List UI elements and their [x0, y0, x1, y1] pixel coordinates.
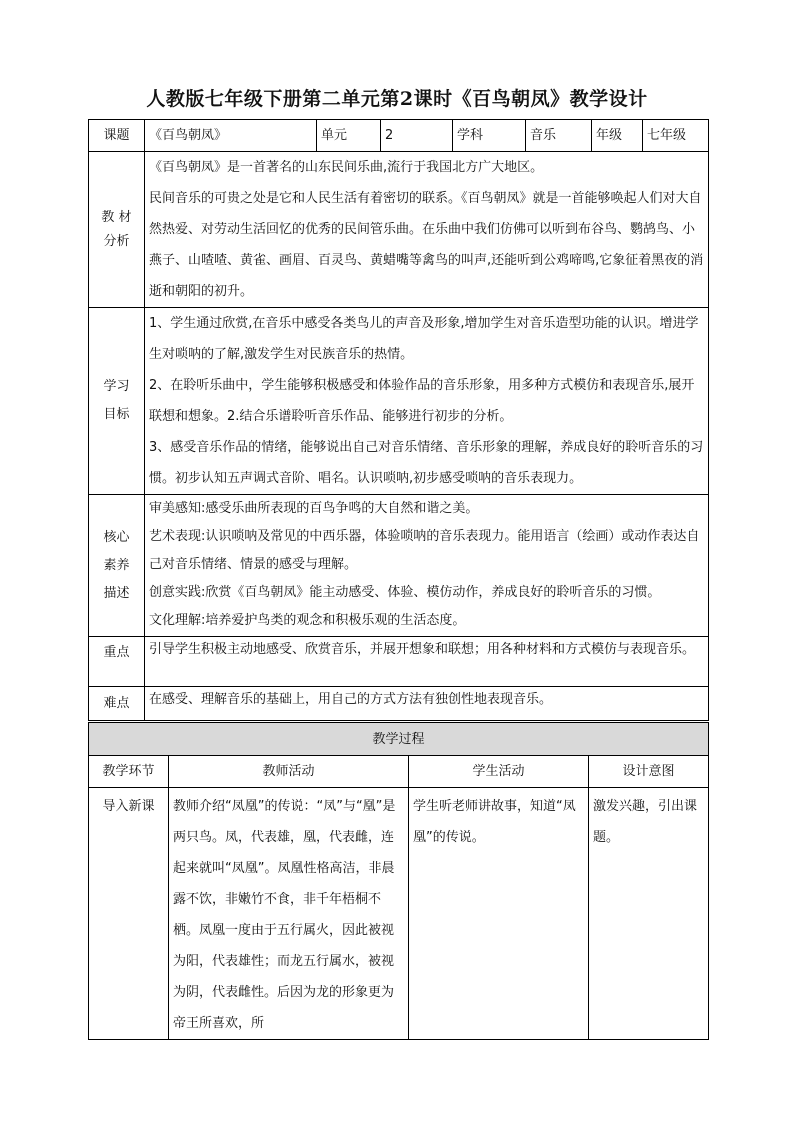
literacy-item: 艺术表现:认识唢呐及常见的中西乐器，体验唢呐的音乐表现力。能用语言（绘画）或动作表达自己对音乐情绪、情景的感受与理解。	[149, 529, 700, 572]
key-content: 引导学生积极主动地感受、欣赏音乐，并展开想象和联想；用各种材料和方式模仿与表现音乐。	[145, 637, 709, 687]
teacher-activity-cell: 教师介绍“凤凰”的传说：“凤”与“凰”是两只鸟。凤，代表雄，凰，代表雌，连起来就叫“凤凰”。凤凰性格高洁，非晨露不饮，非嫩竹不食，非千年梧桐不栖。凤凰一度由于五行属火，因此被视为阳，代表雄性；而龙五行属水，被视为阴，代表雌性。后因为龙的形象更为帝王所喜欢，所	[169, 788, 409, 1040]
goal-item: 2、在聆听乐曲中，学生能够积极感受和体验作品的音乐形象，用多种方式模仿和表现音乐,展开联想和想象。2.结合乐谱聆听音乐作品、能够进行初步的分析。	[149, 378, 695, 424]
column-header-student: 学生活动	[409, 756, 589, 788]
analysis-paragraph: 《百鸟朝凤》是一首著名的山东民间乐曲,流行于我国北方广大地区。	[149, 160, 544, 175]
grade-value: 七年级	[643, 120, 709, 152]
goal-item: 3、感受音乐作品的情绪，能够说出自己对音乐情绪、音乐形象的理解，养成良好的聆听音乐的习惯。初步认知五声调式音阶、唱名。认识唢呐,初步感受唢呐的音乐表现力。	[149, 440, 704, 486]
goals-content	[145, 308, 709, 495]
literacy-item: 创意实践:欣赏《百鸟朝凤》能主动感受、体验、模仿动作，养成良好的聆听音乐的习惯。	[149, 585, 661, 600]
topic-value: 《百鸟朝凤》	[145, 120, 317, 152]
literacy-item: 审美感知:感受乐曲所表现的百鸟争鸣的大自然和谐之美。	[149, 501, 479, 516]
key-label: 重点	[89, 637, 145, 687]
column-header-teacher: 教师活动	[169, 756, 409, 788]
goals-label: 学习 目标	[89, 308, 145, 495]
design-intent-cell: 激发兴趣，引出课题。	[589, 788, 709, 1040]
column-header-intent: 设计意图	[589, 756, 709, 788]
teaching-process-table	[88, 722, 709, 1040]
analysis-content	[145, 152, 709, 308]
difficulty-content: 在感受、理解音乐的基础上，用自己的方式方法有独创性地表现音乐。	[145, 687, 709, 721]
unit-value: 2	[381, 120, 453, 152]
page-title: 人教版七年级下册第二单元第2课时《百鸟朝凤》教学设计	[146, 88, 648, 110]
student-activity-cell: 学生听老师讲故事，知道“凤凰”的传说。	[409, 788, 589, 1040]
goal-item: 1、学生通过欣赏,在音乐中感受各类鸟儿的声音及形象,增加学生对音乐造型功能的认识。增进学生对唢呐的了解,激发学生对民族音乐的热情。	[149, 316, 699, 362]
process-header: 教学过程	[89, 723, 709, 756]
analysis-paragraph: 民间音乐的可贵之处是它和人民生活有着密切的联系。《百鸟朝凤》就是一首能够唤起人们对大自然热爱、对劳动生活回忆的优秀的民间管乐曲。在乐曲中我们仿佛可以听到布谷鸟、鹦鸪鸟、小燕子、山喳喳、黄雀、画眉、百灵鸟、黄蜡嘴等禽鸟的叫声,还能听到公鸡啼鸣,它象征着黑夜的消逝和朝阳的初升。	[149, 191, 704, 299]
stage-cell: 导入新课	[89, 788, 169, 1040]
subject-value: 音乐	[526, 120, 592, 152]
difficulty-label: 难点	[89, 687, 145, 721]
grade-label: 年级	[592, 120, 643, 152]
analysis-label: 教 材 分析	[89, 152, 145, 308]
literacy-content	[145, 495, 709, 637]
subject-label: 学科	[453, 120, 526, 152]
column-header-stage: 教学环节	[89, 756, 169, 788]
topic-label: 课题	[89, 120, 145, 152]
unit-label: 单元	[317, 120, 381, 152]
literacy-label: 核心 素养 描述	[89, 495, 145, 637]
lesson-info-table	[88, 119, 709, 721]
literacy-item: 文化理解:培养爱护鸟类的观念和积极乐观的生活态度。	[149, 613, 466, 628]
